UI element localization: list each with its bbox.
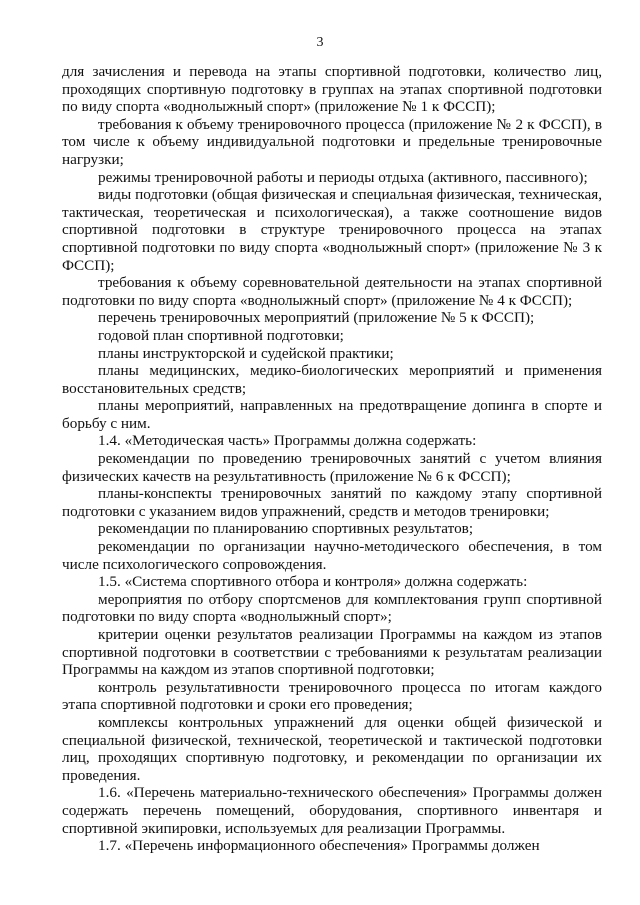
paragraph: перечень тренировочных мероприятий (приложение № 5 к ФССП); — [98, 309, 535, 327]
paragraph: рекомендации по проведению тренировочных занятий с учетом влияния физических качеств на результативность (приложение № 6 к ФССП); — [62, 450, 602, 485]
paragraph: 1.6. «Перечень материально-технического обеспечения» Программы должен содержать перечень помещений, оборудования, спортивного инвентаря и спортивной экипировки, используемых для реализации Программы. — [62, 784, 602, 837]
paragraph: 1.7. «Перечень информационного обеспечения» Программы должен — [98, 837, 540, 855]
paragraph: требования к объему соревновательной деятельности на этапах спортивной подготовки по виду спорта «воднолыжный спорт» (приложение № 4 к ФССП); — [62, 274, 602, 309]
paragraph: режимы тренировочной работы и периоды отдыха (активного, пассивного); — [98, 168, 588, 186]
paragraph: требования к объему тренировочного процесса (приложение № 2 к ФССП), в том числе к объему индивидуальной подготовки и предельные тренировочные нагрузки; — [62, 115, 602, 168]
paragraph: для зачисления и перевода на этапы спортивной подготовки, количество лиц, проходящих спортивную подготовку в группах на этапах спортивной подготовки по виду спорта «воднолыжный спорт» (приложение № 1 к ФССП); — [62, 63, 602, 116]
paragraph: планы-конспекты тренировочных занятий по каждому этапу спортивной подготовки с указанием видов упражнений, средств и методов тренировки; — [62, 485, 602, 520]
paragraph: контроль результативности тренировочного процесса по итогам каждого этапа спортивной подготовки и сроки его проведения; — [62, 678, 602, 714]
paragraph: планы мероприятий, направленных на предотвращение допинга в спорте и борьбу с ним. — [62, 397, 602, 432]
paragraph: 1.5. «Система спортивного отбора и контроля» должна содержать: — [98, 573, 528, 591]
page-number: 3 — [316, 35, 324, 50]
paragraph: виды подготовки (общая физическая и специальная физическая, техническая, тактическая, теоретическая и психологическая), а также соотношение видов спортивной подготовки в структуре тренировочного процесса на этапах спортивной подготовки по виду спорта «воднолыжный спорт» (приложение № 3 к ФССП); — [62, 186, 602, 274]
paragraph: годовой план спортивной подготовки; — [98, 326, 344, 344]
paragraph: планы медицинских, медико-биологических мероприятий и применения восстановительных средств; — [62, 362, 602, 397]
paragraph: мероприятия по отбору спортсменов для комплектования групп спортивной подготовки по виду спорта «воднолыжный спорт»; — [62, 590, 602, 626]
paragraph: 1.4. «Методическая часть» Программы должна содержать: — [98, 432, 477, 450]
paragraph: рекомендации по планированию спортивных результатов; — [98, 520, 474, 538]
paragraph: планы инструкторской и судейской практики; — [98, 344, 394, 362]
paragraph: комплексы контрольных упражнений для оценки общей физической и специальной физической, технической, теоретической и тактической подготовки лиц, проходящих спортивную подготовку, и рекомендации по организации их проведения. — [62, 713, 602, 784]
paragraph: рекомендации по организации научно-методического обеспечения, в том числе психологического сопровождения. — [62, 538, 602, 573]
document-body — [62, 63, 602, 855]
paragraph: критерии оценки результатов реализации Программы на каждом из этапов спортивной подготовки в соответствии с требованиями к результатам реализации Программы на каждом из этапов спортивной подготовки; — [62, 626, 602, 679]
